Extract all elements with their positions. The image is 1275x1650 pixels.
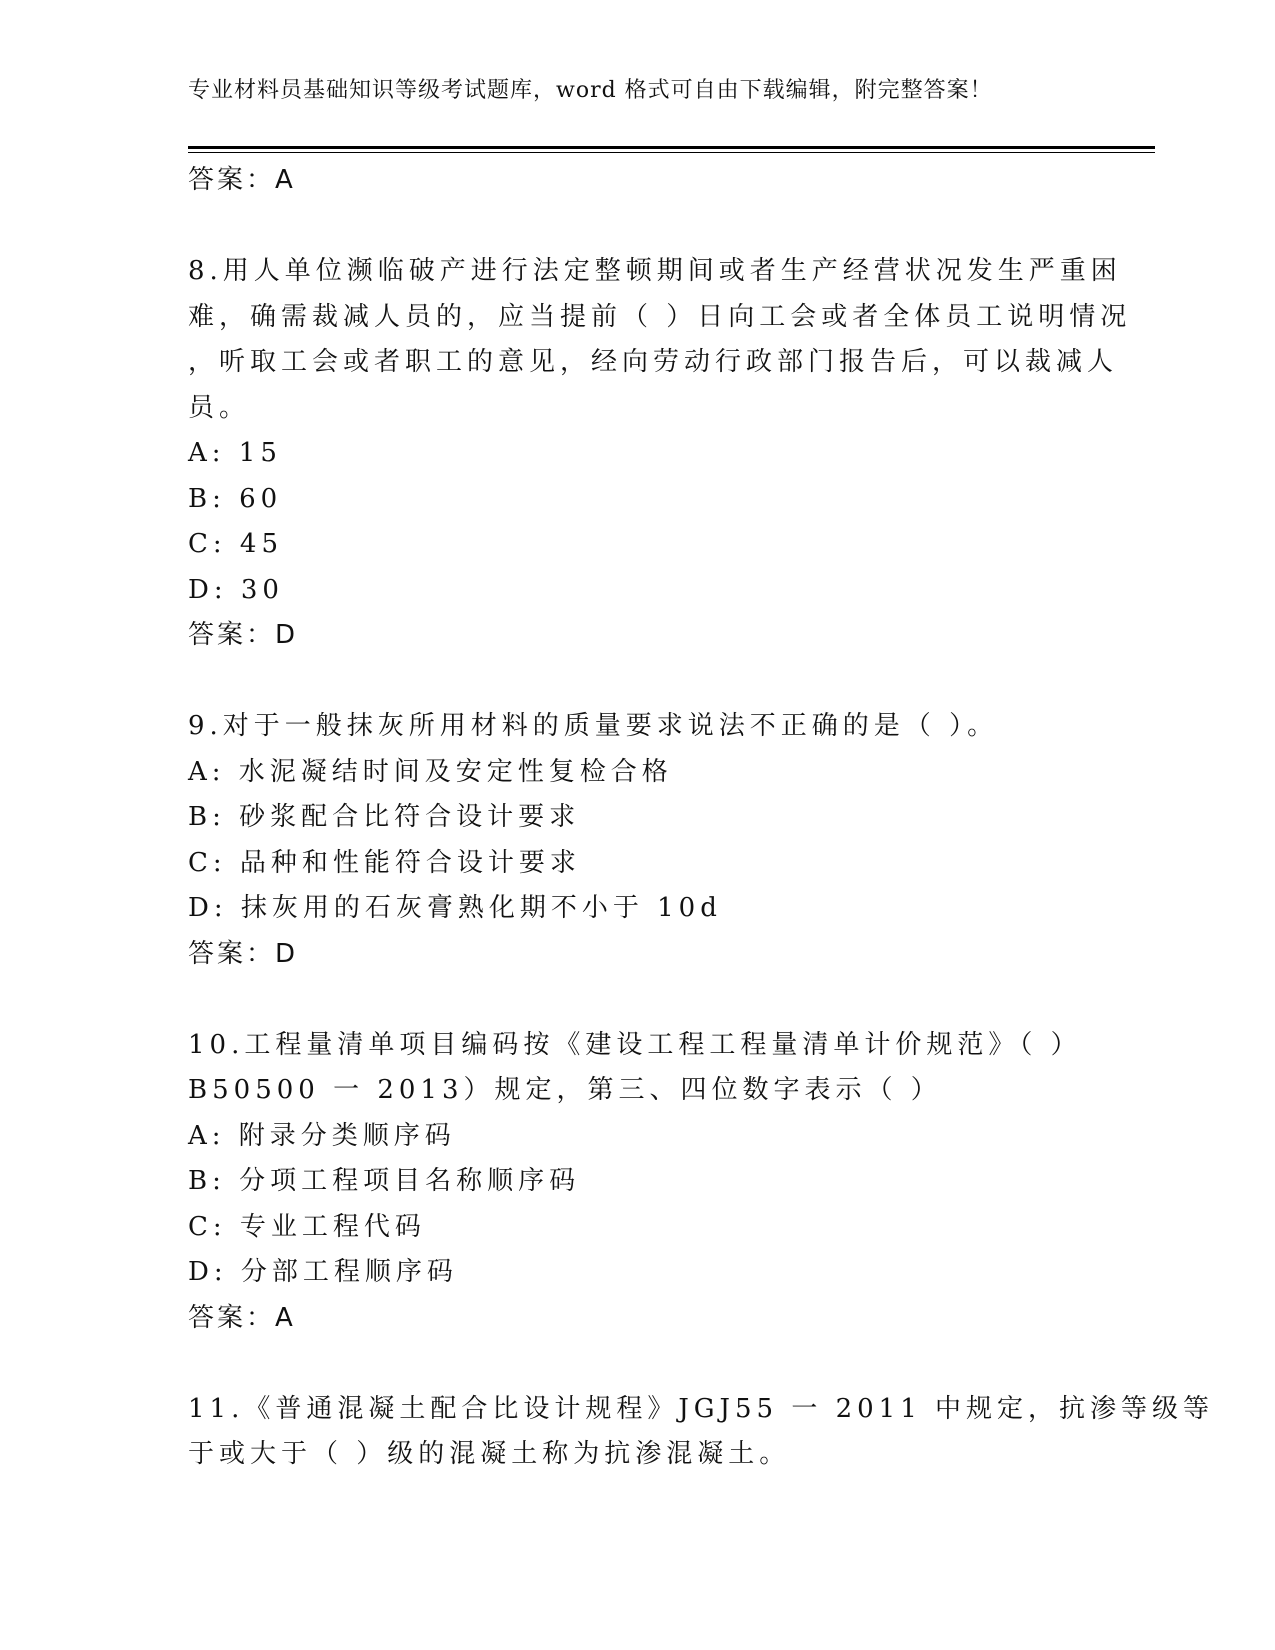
question-11-text: 11.《普通混凝土配合比设计规程》JGJ55 一 2011 中规定，抗渗等级等 xyxy=(188,1393,1215,1424)
option-b: B: 60 xyxy=(188,483,283,514)
spacer xyxy=(188,204,1108,250)
question-10-text: B50500 一 2013）规定，第三、四位数字表示（ ） xyxy=(188,1075,942,1105)
question-9-text: 9.对于一般抹灰所用材料的质量要求说法不正确的是（ ）。 xyxy=(188,711,999,741)
answer-line: 答案：D xyxy=(188,620,299,650)
spacer xyxy=(188,1341,1108,1387)
option-b: B: 分项工程项目名称顺序码 xyxy=(188,1166,581,1196)
question-11-text: 于或大于（ ）级的混凝土称为抗渗混凝土。 xyxy=(188,1439,791,1469)
option-a: A: 15 xyxy=(188,438,282,468)
page-header: 专业材料员基础知识等级考试题库，word 格式可自由下载编辑，附完整答案！ xyxy=(188,78,993,103)
spacer xyxy=(188,659,1108,705)
option-c: C: 专业工程代码 xyxy=(188,1211,426,1242)
answer-line: 答案：A xyxy=(188,1302,296,1333)
answer-line: 答案：D xyxy=(188,938,299,969)
option-d: D: 分部工程顺序码 xyxy=(188,1257,458,1287)
header-divider-thick xyxy=(188,146,1155,149)
option-b: B: 砂浆配合比符合设计要求 xyxy=(188,802,581,832)
option-c: C: 品种和性能符合设计要求 xyxy=(188,847,581,878)
option-c: C: 45 xyxy=(188,529,284,559)
option-d: D: 抹灰用的石灰膏熟化期不小于 10d xyxy=(188,893,722,923)
question-8-text: 8.用人单位濒临破产进行法定整顿期间或者生产经营状况发生严重困 xyxy=(188,256,1122,286)
spacer xyxy=(188,977,1108,1023)
question-list xyxy=(188,158,1215,1478)
question-10-text: 10.工程量清单项目编码按《建设工程工程量清单计价规范》（ ） xyxy=(188,1029,1082,1060)
question-8-text: 员。 xyxy=(188,392,251,423)
question-8-text: 难，确需裁减人员的，应当提前（ ）日向工会或者全体员工说明情况 xyxy=(188,301,1132,332)
option-a: A: 附录分类顺序码 xyxy=(188,1120,456,1151)
answer-line: 答案：A xyxy=(188,165,296,195)
header-divider-thin xyxy=(188,152,1155,153)
question-8-text: ，听取工会或者职工的意见，经向劳动行政部门报告后，可以裁减人 xyxy=(188,347,1119,377)
option-a: A: 水泥凝结时间及安定性复检合格 xyxy=(188,756,673,787)
option-d: D: 30 xyxy=(188,574,284,605)
